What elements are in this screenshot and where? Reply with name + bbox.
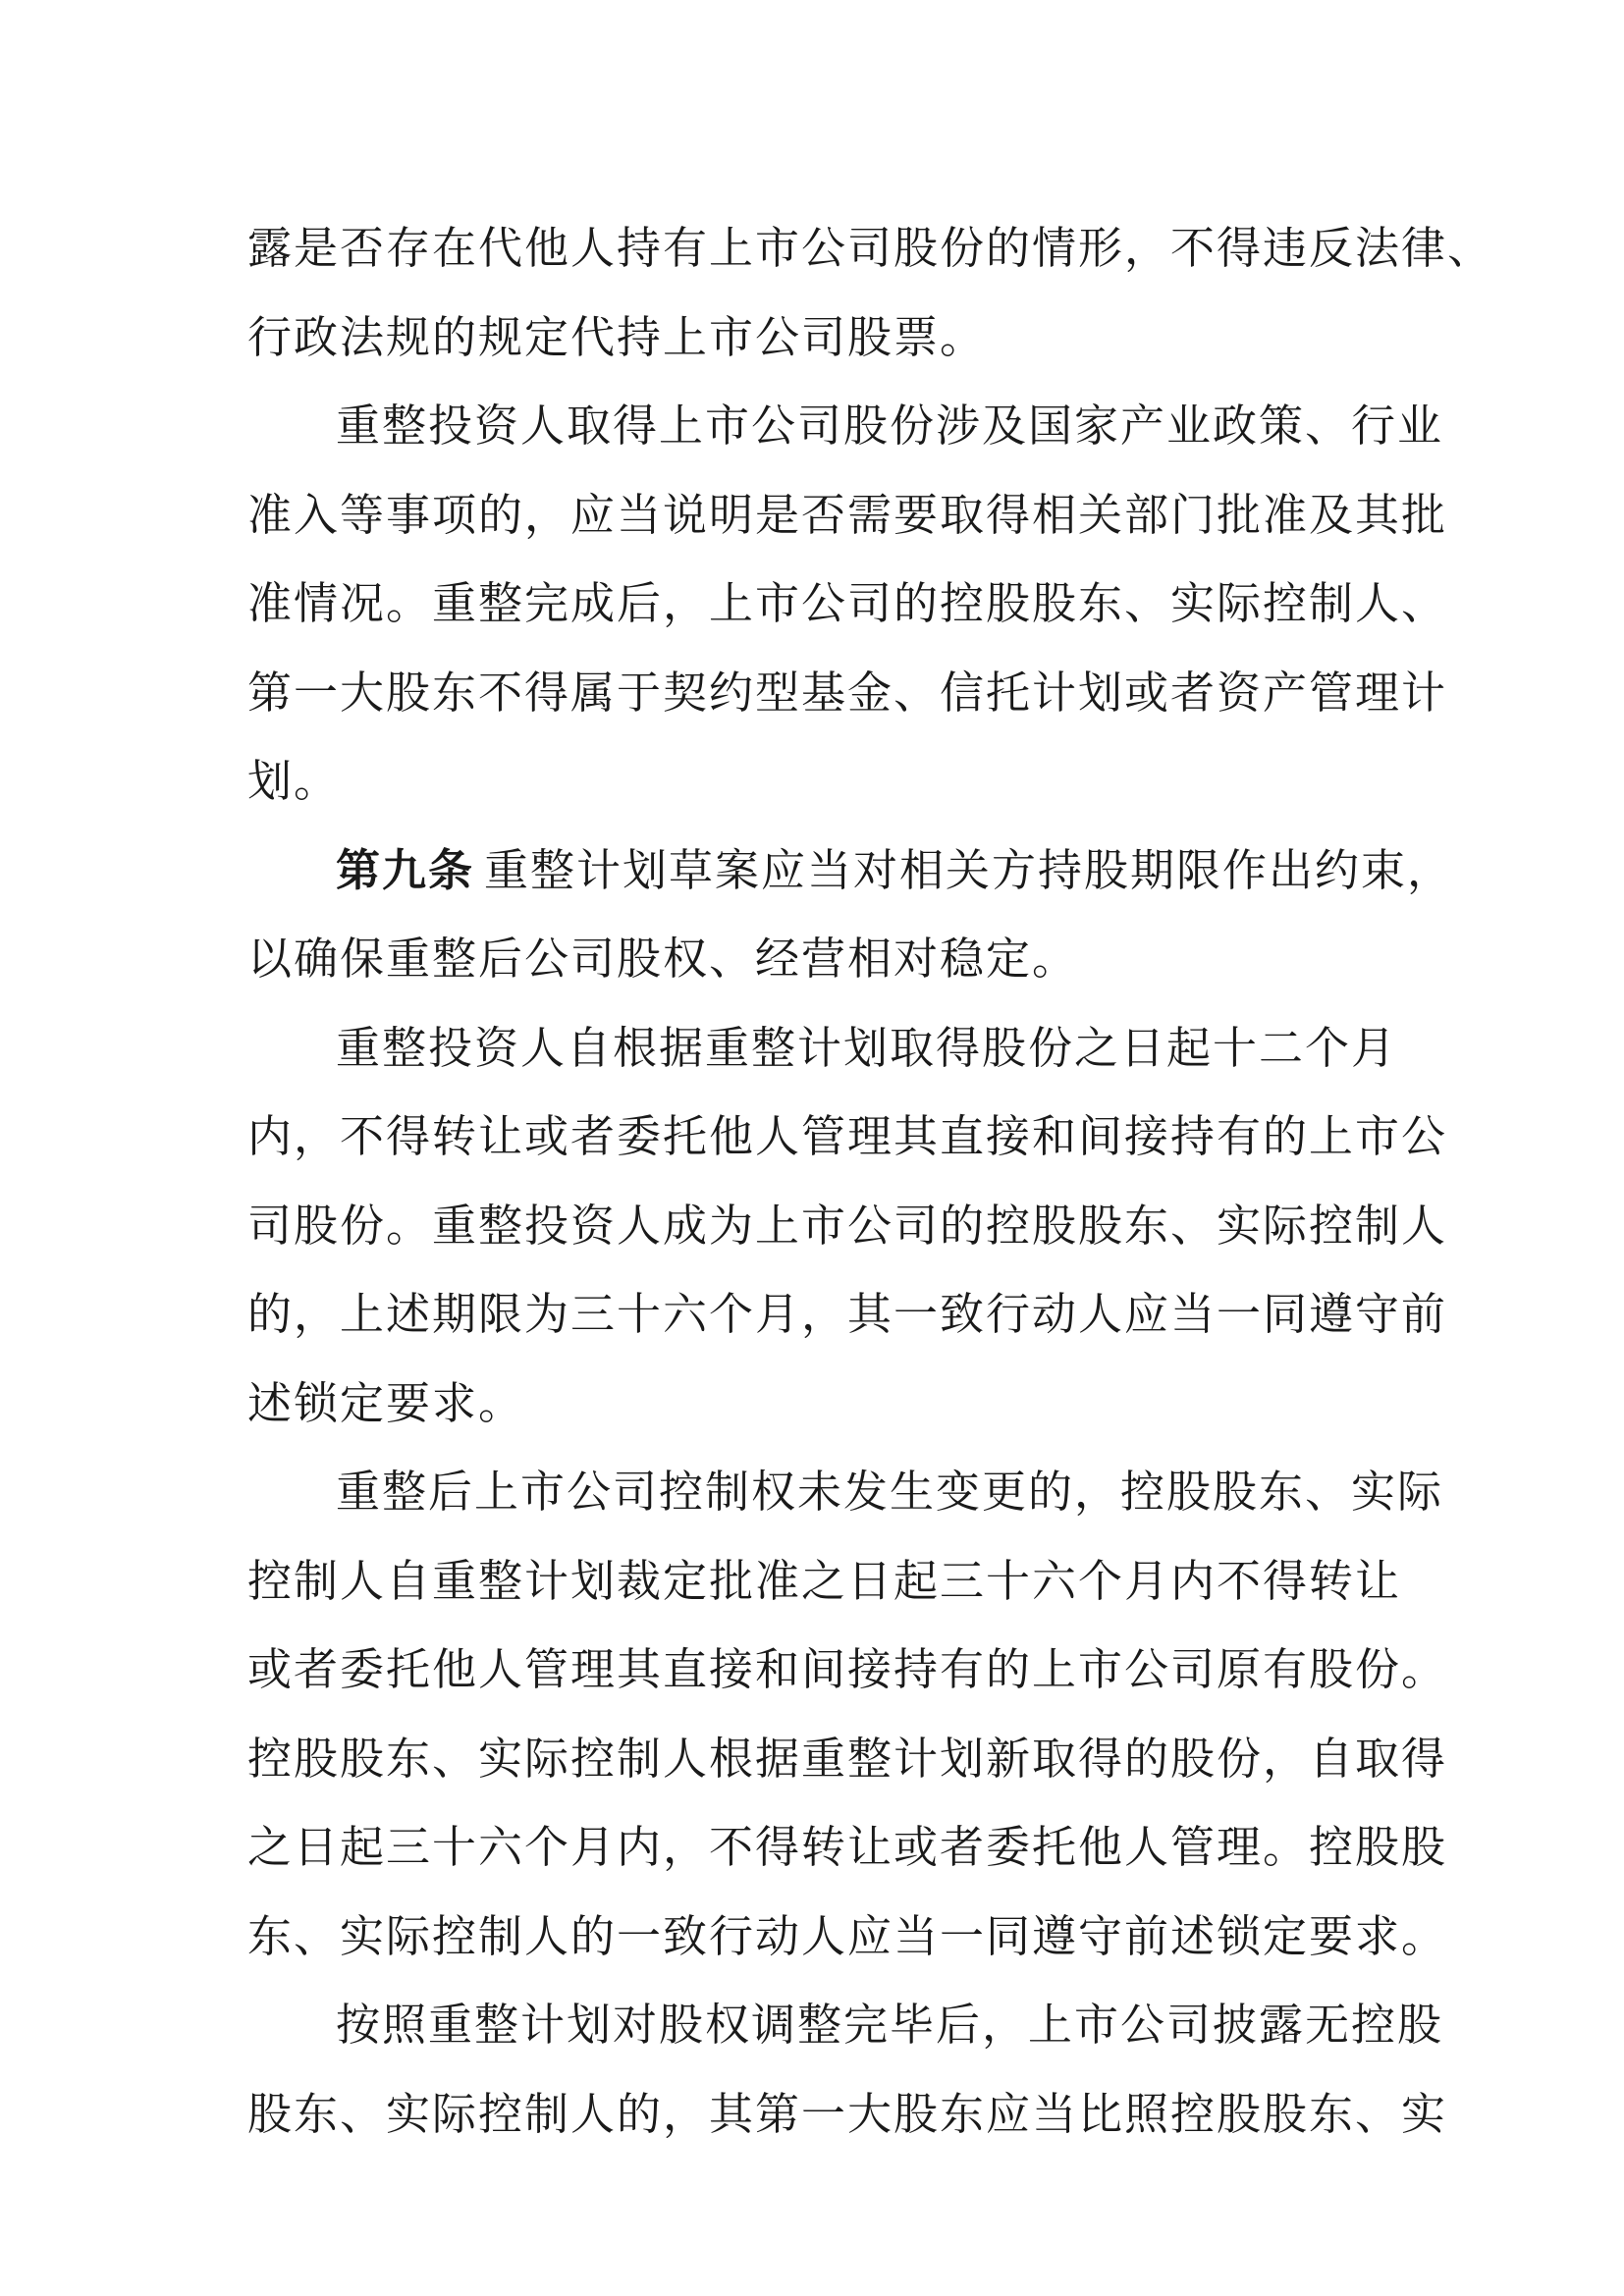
text-line <box>247 737 1396 827</box>
line-text: 重整计划草案应当对相关方持股期限作出约束， <box>484 843 1454 896</box>
text-line <box>247 2070 1448 2160</box>
line-text: 划。 <box>247 755 341 807</box>
text-line <box>247 827 1454 916</box>
line-text: 控股股东、实际控制人根据重整计划新取得的股份，自取得 <box>247 1732 1448 1785</box>
line-text: 按照重整计划对股权调整完毕后，上市公司披露无控股 <box>336 1999 1444 2051</box>
line-text: 重整投资人自根据重整计划取得股份之日起十二个月 <box>336 1021 1398 1074</box>
text-line <box>247 1448 1444 1537</box>
line-text: 行政法规的规定代持上市公司股票。 <box>247 310 987 363</box>
body-text <box>247 204 1494 2159</box>
text-line <box>247 1626 1448 1715</box>
line-text: 之日起三十六个月内，不得转让或者委托他人管理。控股股 <box>247 1821 1448 1873</box>
line-text: 控制人自重整计划裁定批准之日起三十六个月内不得转让 <box>247 1554 1402 1607</box>
text-line <box>247 1004 1396 1094</box>
line-text: 述锁定要求。 <box>247 1376 525 1429</box>
line-text: 的，上述期限为三十六个月，其一致行动人应当一同遵守前 <box>247 1288 1448 1340</box>
text-line <box>247 471 1448 561</box>
line-text: 以确保重整后公司股权、经营相对稳定。 <box>247 933 1079 985</box>
line-text: 东、实际控制人的一致行动人应当一同遵守前述锁定要求。 <box>247 1909 1448 1962</box>
line-text: 准情况。重整完成后，上市公司的控股股东、实际控制人、 <box>247 577 1448 629</box>
text-line <box>247 1715 1448 1804</box>
text-line <box>247 382 1444 471</box>
line-text: 第一大股东不得属于契约型基金、信托计划或者资产管理计 <box>247 666 1448 719</box>
line-text: 股东、实际控制人的，其第一大股东应当比照控股股东、实 <box>247 2087 1448 2140</box>
text-line <box>247 1537 1402 1627</box>
text-line <box>247 1360 1396 1449</box>
line-text: 重整后上市公司控制权未发生变更的，控股股东、实际 <box>336 1466 1444 1518</box>
line-text: 或者委托他人管理其直接和间接持有的上市公司原有股份。 <box>247 1643 1448 1695</box>
text-line <box>247 1981 1444 2070</box>
line-text: 露是否存在代他人持有上市公司股份的情形，不得违反法律、 <box>247 222 1494 274</box>
text-line <box>247 204 1494 294</box>
text-line <box>247 915 1396 1004</box>
text-line <box>247 1182 1448 1271</box>
line-text: 准入等事项的，应当说明是否需要取得相关部门批准及其批 <box>247 488 1448 541</box>
text-line <box>247 294 1396 383</box>
text-line <box>247 1893 1448 1982</box>
article-number: 第九条 <box>336 843 475 896</box>
text-line <box>247 1270 1448 1360</box>
text-line <box>247 649 1448 738</box>
line-text: 重整投资人取得上市公司股份涉及国家产业政策、行业 <box>336 400 1444 452</box>
line-text: 司股份。重整投资人成为上市公司的控股股东、实际控制人 <box>247 1199 1448 1252</box>
text-line <box>247 1093 1448 1182</box>
text-line <box>247 560 1448 649</box>
text-line <box>247 1803 1448 1893</box>
line-text: 内，不得转让或者委托他人管理其直接和间接持有的上市公 <box>247 1110 1448 1162</box>
